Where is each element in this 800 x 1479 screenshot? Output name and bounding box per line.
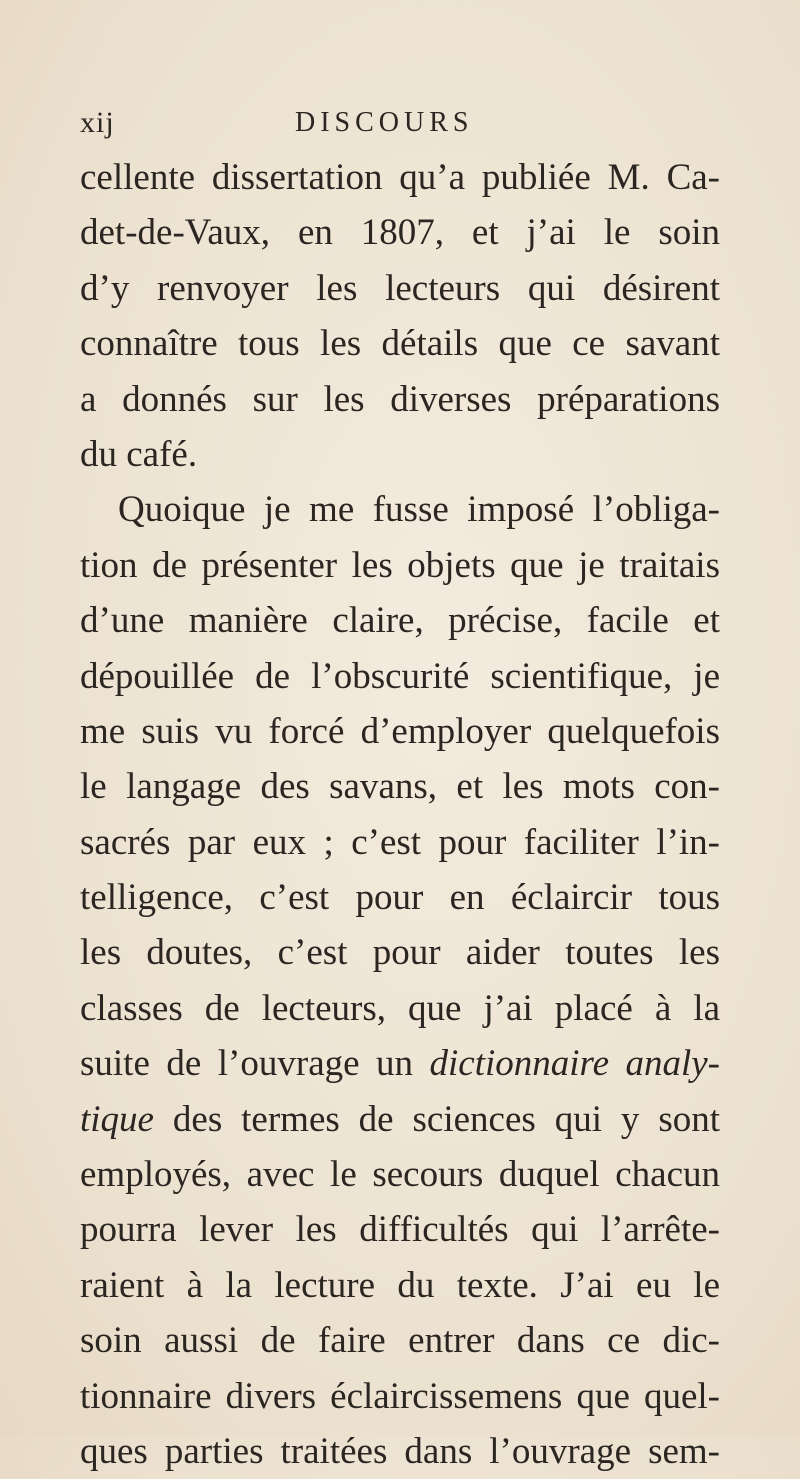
- text-line: employés, avec le secours duquel chacun: [80, 1154, 720, 1196]
- text-line: soin aussi de faire entrer dans ce dic-: [80, 1320, 720, 1362]
- text-line: d’y renvoyer les lecteurs qui désirent: [80, 267, 720, 309]
- text-line: connaître tous les détails que ce savant: [80, 323, 720, 365]
- paragraph-2: [80, 482, 720, 1479]
- running-head: DISCOURS: [295, 107, 474, 138]
- text-line: det-de-Vaux, en 1807, et j’ai le soin: [80, 212, 720, 254]
- page-header: [80, 103, 720, 143]
- text-line: raient à la lecture du texte. J’ai eu le: [80, 1264, 720, 1306]
- text-segment: des termes de sciences qui y sont: [153, 1098, 720, 1140]
- text-line: telligence, c’est pour en éclaircir tous: [80, 877, 720, 919]
- text-line: tionnaire divers éclaircissemens que quel-: [80, 1375, 720, 1417]
- text-line: me suis vu forcé d’employer quelquefois: [80, 710, 720, 752]
- text-line: classes de lecteurs, que j’ai placé à la: [80, 987, 720, 1029]
- text-segment: suite de l’ouvrage un: [80, 1043, 430, 1085]
- text-line: a donnés sur les diverses préparations: [80, 378, 720, 420]
- body-text: [80, 150, 720, 1479]
- paragraph-1: [80, 150, 720, 482]
- text-line: pourra lever les difficultés qui l’arrête-: [80, 1209, 720, 1251]
- italic-term: dictionnaire analy-: [429, 1043, 720, 1085]
- text-line: cellente dissertation qu’a publiée M. Ca-: [80, 157, 720, 198]
- text-line: Quoique je me fusse imposé l’obliga-: [118, 489, 720, 531]
- text-line: du café.: [80, 433, 198, 475]
- italic-term: tique: [80, 1098, 154, 1140]
- page-number: xij: [80, 106, 115, 139]
- text-line: les doutes, c’est pour aider toutes les: [80, 932, 720, 974]
- text-line: [80, 1036, 720, 1091]
- text-line: le langage des savans, et les mots con-: [80, 766, 720, 808]
- text-line: tion de présenter les objets que je traitais: [80, 544, 720, 586]
- text-line: [80, 1092, 720, 1147]
- text-line: dépouillée de l’obscurité scientifique, je: [80, 655, 720, 697]
- text-line: sacrés par eux ; c’est pour faciliter l’in-: [80, 821, 720, 863]
- text-line: d’une manière claire, précise, facile et: [80, 600, 720, 642]
- text-line: ques parties traitées dans l’ouvrage sem-: [80, 1430, 720, 1472]
